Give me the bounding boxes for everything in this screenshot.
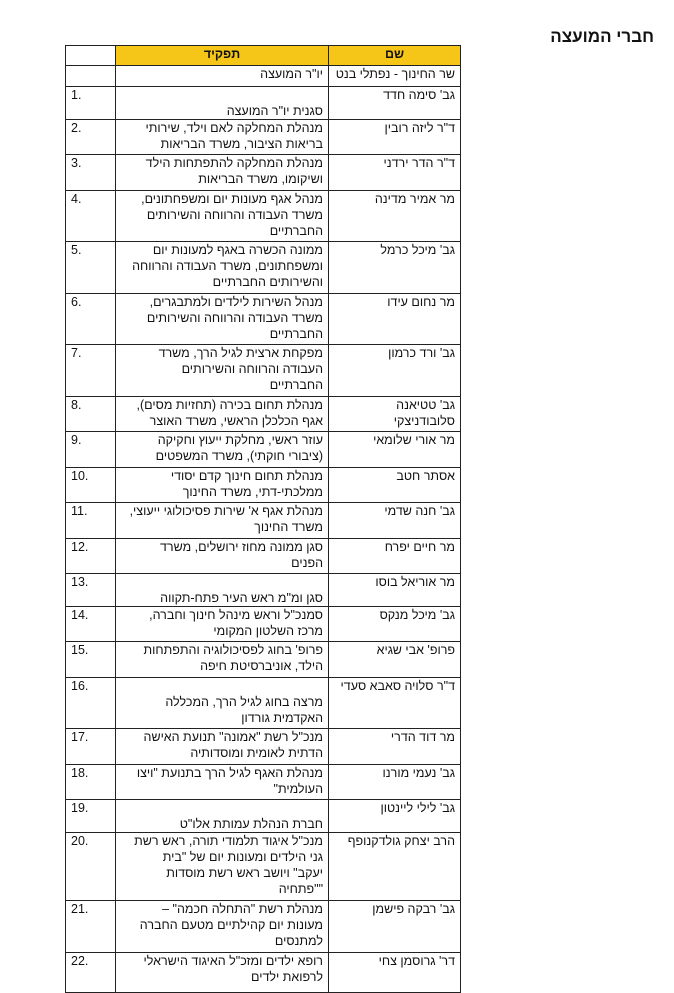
member-role-line: ""פתחיה xyxy=(278,882,323,896)
member-role-line: סגן ומ"מ ראש העיר פתח-תקווה xyxy=(160,591,323,605)
member-role-line: גני הילדים ומעונות יום של "בית xyxy=(162,850,323,864)
member-role-line xyxy=(121,678,323,694)
member-number: 14. xyxy=(66,607,116,642)
member-role-line: מנהלת תחום חינוך קדם יסודי xyxy=(170,469,323,483)
member-role-line: העולמית" xyxy=(273,782,323,796)
member-role-line: מנהלת תחום בכירה (תחזיות מסים), xyxy=(136,398,323,412)
table-row xyxy=(66,87,461,120)
member-role xyxy=(116,155,329,191)
member-role-line: מנהלת רשת "התחלה חכמה" – xyxy=(162,902,323,916)
member-name: גב' ורד כרמון xyxy=(329,345,461,397)
member-role-line: ושיקומו, משרד הבריאות xyxy=(198,172,323,186)
member-role-line: העבודה והרווחה והשירותים xyxy=(181,362,323,376)
member-number: 15. xyxy=(66,642,116,678)
table-header-row xyxy=(66,46,461,66)
member-role xyxy=(116,678,329,729)
page-title: חברי המועצה xyxy=(550,27,654,46)
member-role-line: משרד החינוך xyxy=(254,520,323,534)
member-role-line: סמנכ"ל וראש מינהל חינוך וחברה, xyxy=(149,608,323,622)
member-role-line: הילד, אוניברסיטת חיפה xyxy=(200,659,323,673)
member-number: 10. xyxy=(66,468,116,503)
member-name: הרב יצחק גולדקנופף xyxy=(329,833,461,901)
member-role-line: משרד העבודה והרווחה והשירותים xyxy=(146,208,323,222)
member-name: גב' סימה חדד xyxy=(329,87,461,120)
member-role xyxy=(116,294,329,345)
member-role-line xyxy=(121,800,323,816)
member-role-line: מנהלת המחלקה לאם וילד, שירותי xyxy=(145,121,323,135)
member-name: גב' מיכל כרמל xyxy=(329,242,461,294)
member-role-line: חברת הנהלת עמותת אלו"ט xyxy=(179,817,323,831)
member-role-line: אגף הכלכלן הראשי, משרד האוצר xyxy=(149,414,323,428)
member-role xyxy=(116,87,329,120)
member-number: 5. xyxy=(66,242,116,294)
member-number: 22. xyxy=(66,953,116,993)
member-number: 11. xyxy=(66,503,116,539)
member-name: מר אוריאל בוסו xyxy=(329,574,461,607)
member-role-line: הפנים xyxy=(291,556,323,570)
member-role-line: מנהל השירות לילדים ולמתבגרים, xyxy=(149,295,323,309)
member-role-line: והשירותים החברתיים xyxy=(212,275,323,289)
member-role-line: מעונות יום קהילתיים מטעם החברה xyxy=(139,918,323,932)
member-role-line: יו"ר המועצה xyxy=(260,67,323,81)
member-role xyxy=(116,953,329,993)
member-role-line: החברתיים xyxy=(269,378,323,392)
member-number: 4. xyxy=(66,191,116,242)
member-number: 7. xyxy=(66,345,116,397)
member-role-line: מרצה בחוג לגיל הרך, המכללה xyxy=(165,695,323,709)
member-role-line: לרפואת ילדים xyxy=(250,970,323,984)
member-role xyxy=(116,120,329,155)
member-role xyxy=(116,468,329,503)
member-role-line: יעקב" ויושב ראש רשת מוסדות xyxy=(166,866,323,880)
table-row xyxy=(66,574,461,607)
member-role-line: ממלכתי-דתי, משרד החינוך xyxy=(182,485,323,499)
member-number xyxy=(66,66,116,87)
member-role-line: למתנסים xyxy=(274,934,323,948)
member-role-line: החברתיים xyxy=(269,224,323,238)
member-name: גב' חנה שדמי xyxy=(329,503,461,539)
table-row xyxy=(66,503,461,539)
table-row xyxy=(66,539,461,574)
member-name: ד"ר סלויה סאבא סעדי xyxy=(329,678,461,729)
member-role-line: האקדמית גורדון xyxy=(241,711,323,725)
member-role xyxy=(116,765,329,800)
member-number: 1. xyxy=(66,87,116,120)
member-number: 16. xyxy=(66,678,116,729)
member-number: 8. xyxy=(66,397,116,432)
table-row xyxy=(66,191,461,242)
table-row xyxy=(66,345,461,397)
member-number: 9. xyxy=(66,432,116,468)
council-members-table xyxy=(65,45,461,993)
member-role xyxy=(116,574,329,607)
member-role xyxy=(116,242,329,294)
table-row xyxy=(66,678,461,729)
member-name: גב' מיכל מנקס xyxy=(329,607,461,642)
column-header-role: תפקיד xyxy=(116,46,329,66)
table-row xyxy=(66,397,461,432)
table-row xyxy=(66,953,461,993)
member-role-line: מנכ"ל רשת "אמונה" תנועת האישה xyxy=(143,730,323,744)
member-role-line: מנהלת המחלקה להתפתחות הילד xyxy=(145,156,323,170)
member-number: 13. xyxy=(66,574,116,607)
member-role-line: סגן ממונה מחוז ירושלים, משרד xyxy=(160,540,323,554)
member-role-line xyxy=(121,87,323,103)
member-name: מר חיים יפרח xyxy=(329,539,461,574)
member-name: מר אורי שלומאי xyxy=(329,432,461,468)
member-number: 17. xyxy=(66,729,116,765)
member-role xyxy=(116,800,329,833)
member-name: גב' נעמי מורנו xyxy=(329,765,461,800)
member-name: גב' לילי ליינטון xyxy=(329,800,461,833)
table-row xyxy=(66,294,461,345)
member-number: 12. xyxy=(66,539,116,574)
member-role-line: ממונה הכשרה באגף למעונות יום xyxy=(152,243,323,257)
member-name: גב' רבקה פישמן xyxy=(329,901,461,953)
member-role-line: (ציבורי חוקתי), משרד המשפטים xyxy=(155,449,323,463)
member-role xyxy=(116,503,329,539)
member-name: ד"ר הדר ירדני xyxy=(329,155,461,191)
member-role xyxy=(116,397,329,432)
member-role xyxy=(116,607,329,642)
member-role-line: מנכ"ל איגוד תלמודי תורה, ראש רשת xyxy=(134,834,323,848)
table-row xyxy=(66,607,461,642)
member-role-line: ומשפחתונים, משרד העבודה והרווחה xyxy=(132,259,323,273)
member-name: שר החינוך - נפתלי בנט xyxy=(329,66,461,87)
member-role-line: מנהלת האגף לגיל הרך בתנועת "ויצו xyxy=(136,766,323,780)
member-number: 19. xyxy=(66,800,116,833)
member-role xyxy=(116,833,329,901)
member-name: אסתר חטב xyxy=(329,468,461,503)
member-role xyxy=(116,432,329,468)
table-row xyxy=(66,242,461,294)
table-row xyxy=(66,765,461,800)
table-row xyxy=(66,66,461,87)
member-role xyxy=(116,901,329,953)
table-row xyxy=(66,432,461,468)
member-name: פרופ' אבי שגיא xyxy=(329,642,461,678)
member-name: מר דוד הדרי xyxy=(329,729,461,765)
member-role-line: פרופ' בחוג לפסיכולוגיה והתפתחות xyxy=(143,643,323,657)
member-role-line: עוזר ראשי, מחלקת ייעוץ וחקיקה xyxy=(157,433,323,447)
member-role-line: סגנית יו"ר המועצה xyxy=(226,104,323,118)
column-header-number xyxy=(66,46,116,66)
member-role-line: החברתיים xyxy=(269,327,323,341)
member-name: מר אמיר מדינה xyxy=(329,191,461,242)
member-role-line: מנהלת אגף א' שירות פסיכולוגי ייעוצי, xyxy=(129,504,323,518)
member-number: 3. xyxy=(66,155,116,191)
member-number: 6. xyxy=(66,294,116,345)
member-role xyxy=(116,539,329,574)
member-name: ד"ר ליזה רובין xyxy=(329,120,461,155)
table-row xyxy=(66,833,461,901)
member-role xyxy=(116,191,329,242)
member-role-line: בריאות הציבור, משרד הבריאות xyxy=(160,137,323,151)
member-name: גב' טטיאנה סלובודניצקי xyxy=(329,397,461,432)
member-name: דר' גרוסמן צחי xyxy=(329,953,461,993)
member-role-line xyxy=(121,574,323,590)
member-number: 18. xyxy=(66,765,116,800)
member-name: מר נחום עידו xyxy=(329,294,461,345)
member-role-line: מנהל אגף מעונות יום ומשפחתונים, xyxy=(141,192,323,206)
member-role xyxy=(116,642,329,678)
member-role-line: הדתית לאומית ומוסדותיה xyxy=(190,746,323,760)
member-role xyxy=(116,345,329,397)
column-header-name: שם xyxy=(329,46,461,66)
member-role xyxy=(116,729,329,765)
member-role-line: רופא ילדים ומזכ"ל האיגוד הישראלי xyxy=(143,954,323,968)
table-row xyxy=(66,800,461,833)
member-number: 20. xyxy=(66,833,116,901)
member-role-line: מרכז השלטון המקומי xyxy=(213,624,323,638)
member-role xyxy=(116,66,329,87)
member-number: 2. xyxy=(66,120,116,155)
member-role-line: מפקחת ארצית לגיל הרך, משרד xyxy=(158,346,323,360)
table-row xyxy=(66,729,461,765)
table-row xyxy=(66,468,461,503)
member-role-line: משרד העבודה והרווחה והשירותים xyxy=(146,311,323,325)
table-row xyxy=(66,155,461,191)
table-row xyxy=(66,901,461,953)
table-row xyxy=(66,642,461,678)
table-row xyxy=(66,120,461,155)
member-number: 21. xyxy=(66,901,116,953)
